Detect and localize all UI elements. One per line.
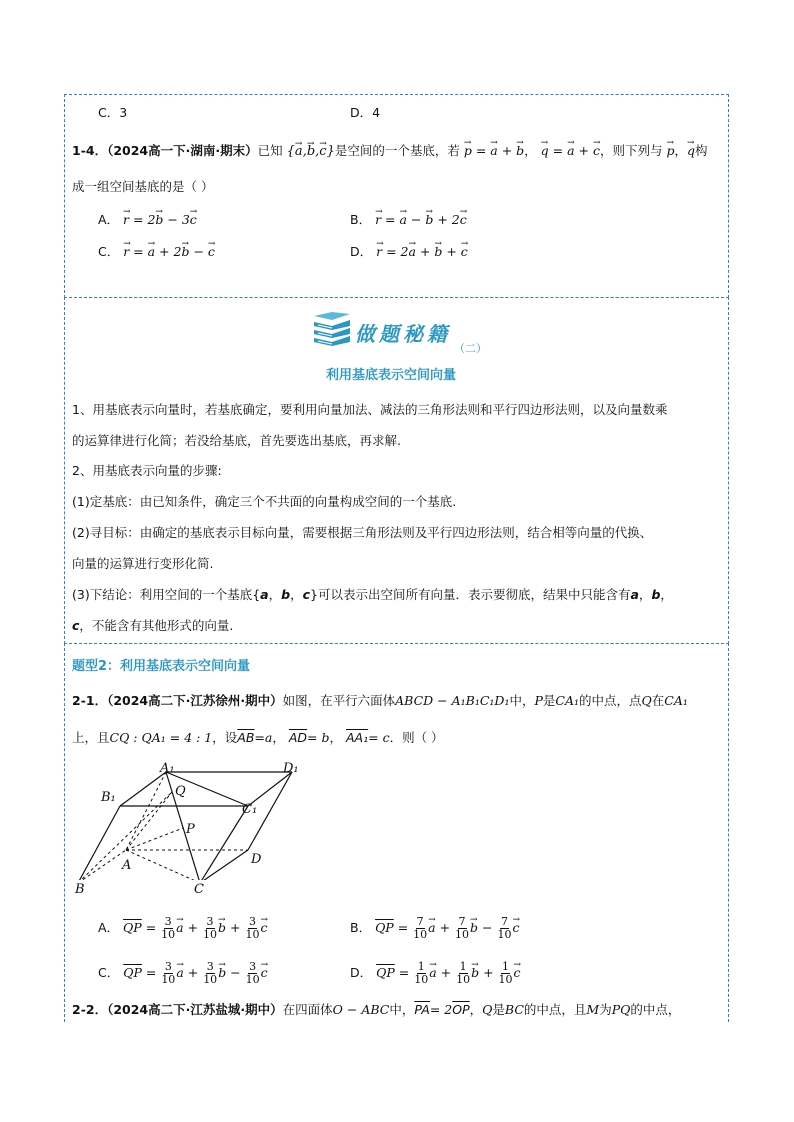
q1-4-stem-line2: 成一组空间基底的是（ ）: [72, 179, 214, 194]
q1-3-option-d: D．4: [350, 105, 381, 120]
q2-1-point: P: [534, 693, 543, 708]
q1-4-option-b: [350, 211, 467, 229]
question-frame-1: [64, 94, 729, 298]
sep: ，: [290, 587, 303, 602]
book-stack-icon: [312, 312, 352, 346]
q1-4-basis: {→ a,→ b,→ c}: [287, 144, 335, 159]
q1-4-p-def: → p = → a + → b: [464, 143, 524, 158]
q1-4-option-c: [98, 243, 215, 261]
vec-qp: $\overline{QP}$: [375, 920, 394, 935]
q2-2-eq: = 2: [429, 1002, 453, 1017]
label-d1: D₁: [283, 761, 299, 776]
vec-pa: $\overline{PA}$: [414, 1002, 430, 1017]
section-title: 利用基底表示空间向量: [326, 368, 457, 383]
q1-4-number: 1-4．: [72, 143, 108, 158]
method-step2-line2: 向量的运算进行变形化简.: [72, 556, 214, 571]
sep: ，: [329, 730, 343, 745]
q1-4-option-b-expr: → r = → a − → b + 2→ c: [375, 212, 467, 227]
q2-1-stem-line2: [72, 729, 444, 747]
q1-3-option-c: C．3: [98, 105, 128, 120]
method-p1-line2: 的运算律进行化简；若没给基底，首先要选出基底，再求解.: [72, 433, 401, 448]
q1-4-text-b: 是空间的一个基底，若: [334, 143, 460, 158]
option-label: B．: [350, 920, 372, 935]
method-step3-text-b: }可以表示出空间所有向量．表示要彻底，结果中只能含有: [310, 587, 631, 602]
q2-1-option-c: C． $\overline{QP}$ = $\frac{3}{10}$ → a + $\frac{3}{10}$ → b − $\frac{3}{10}$ → c: [98, 961, 268, 986]
q2-1-text: 中，: [509, 693, 535, 708]
q2-1-point: Q: [641, 693, 652, 708]
q1-4-option-c-expr: → r = → a + 2→ b − → c: [123, 244, 215, 259]
q1-4-option-a-label: A．: [98, 212, 120, 227]
label-p: P: [186, 822, 195, 837]
label-b: B: [75, 882, 85, 897]
q2-2-text: 在四面体: [282, 1002, 333, 1017]
q2-2-stem: [72, 1001, 680, 1019]
basis-c: c: [302, 587, 311, 602]
q1-4-stem: 1-4．（2024高一下·湖南·期末）已知 {→ a,→ b,→ c}是空间的一个基底，若 → p = → a + → b， → q = → a + → c，则下列与 → p，→ q构: [72, 142, 708, 161]
method-step3-text-c: ，不能含有其他形式的向量.: [79, 618, 234, 633]
method-p2: 2、用基底表示向量的步骤:: [72, 463, 222, 478]
q1-4-q-def: → q = → a + → c: [541, 143, 600, 158]
sep: ，: [638, 587, 652, 602]
q2-2-text: 是: [492, 1002, 505, 1017]
q2-1-text: ．则（ ）: [389, 730, 444, 745]
q2-1-eq: = c: [368, 730, 390, 745]
label-b1: B₁: [101, 790, 116, 805]
q2-1-text: 如图，在平行六面体: [282, 693, 396, 708]
q2-1-segment: CA₁: [664, 693, 688, 708]
q2-2-text: 的中点，: [630, 1002, 681, 1017]
basis-b: b: [281, 587, 291, 602]
q2-1-text: 是: [542, 693, 556, 708]
basis-c: c: [72, 618, 80, 633]
q2-1-option-a: A． $\overline{QP}$ = $\frac{3}{10}$ → a + $\frac{3}{10}$ → b + $\frac{3}{10}$ → c: [98, 916, 267, 941]
label-q: Q: [175, 784, 186, 799]
q2-1-eq: = b: [307, 730, 330, 745]
label-a: A: [122, 858, 132, 873]
q1-4-text-d: 构: [695, 143, 708, 158]
q1-4-option-d-label: D．: [350, 244, 373, 259]
method-step1: (1)定基底：由已知条件，确定三个不共面的向量构成空间的一个基底.: [72, 494, 457, 509]
method-step3-text-a: (3)下结论：利用空间的一个基底{: [72, 587, 261, 602]
q1-4-option-d-expr: → r = 2→ a + → b + → c: [376, 244, 468, 259]
label-d: D: [251, 852, 262, 867]
q2-1-text: 在: [651, 693, 665, 708]
q2-1-segment: CA₁: [555, 693, 580, 708]
q2-2-text: ，: [469, 1002, 483, 1017]
q2-1-text: ，设: [212, 730, 238, 745]
sep: ，: [268, 587, 282, 602]
q2-2-segment: BC: [504, 1002, 524, 1017]
vec-ab: $\overline{AB}$: [237, 730, 255, 745]
method-step3-line2: [72, 617, 233, 635]
q2-1-text: 的中点，点: [579, 693, 642, 708]
banner-subtitle: （二）: [454, 342, 487, 355]
q1-4-option-c-label: C．: [98, 244, 120, 259]
q2-1-solid: ABCD − A₁B₁C₁D₁: [395, 693, 510, 708]
basis-a: a: [260, 587, 269, 602]
q2-1-ratio: CQ : QA₁ = 4 : 1: [109, 730, 213, 745]
q2-2-point: M: [586, 1002, 600, 1017]
q2-2-text: 为: [599, 1002, 612, 1017]
q2-1-option-b: B． $\overline{QP}$ = $\frac{7}{10}$ → a + $\frac{7}{10}$ → b − $\frac{7}{10}$ → c: [350, 916, 519, 941]
vec-ad: $\overline{AD}$: [288, 730, 308, 745]
label-c1: C₁: [242, 802, 258, 817]
banner-title: 做题秘籍: [355, 322, 451, 346]
q1-4-p-ref: → p: [667, 143, 675, 158]
basis-a: a: [630, 587, 639, 602]
basis-b: b: [651, 587, 661, 602]
method-step3-line1: [72, 586, 673, 604]
option-label: D．: [350, 965, 373, 980]
q1-4-q-ref: → q: [687, 143, 695, 158]
q2-2-tetrahedron: O − ABC: [332, 1002, 390, 1017]
q1-4-option-a: [98, 211, 197, 229]
vec-aa1: AA₁: [346, 730, 369, 745]
method-p1-line1: 1、用基底表示向量时，若基底确定，要利用向量加法、减法的三角形法则和平行四边形法则，以及向量数乘: [72, 402, 668, 417]
q1-4-text-a: 已知: [257, 143, 283, 158]
vec-qp: $\overline{QP}$: [123, 920, 142, 935]
q1-4-option-a-expr: → r = 2→ b − 3→ c: [123, 212, 197, 227]
vec-op: $\overline{OP}$: [452, 1002, 470, 1017]
q2-1-stem: [72, 692, 688, 710]
q2-1-text: 上，且: [72, 730, 110, 745]
q2-1-source: （2024高二下·江苏徐州·期中）: [107, 693, 283, 708]
q2-2-text: 的中点，且: [523, 1002, 587, 1017]
sep: ，: [272, 730, 285, 745]
sep: ，: [660, 587, 673, 602]
parallelepiped-figure: [70, 758, 310, 880]
q1-4-source: （2024高一下·湖南·期末）: [107, 143, 258, 158]
q2-2-point: Q: [482, 1002, 493, 1017]
q2-2-text: 中，: [389, 1002, 415, 1017]
type2-title: 题型2：利用基底表示空间向量: [72, 659, 251, 674]
option-label: A．: [98, 920, 120, 935]
q1-4-text-c: ，则下列与: [600, 143, 663, 158]
q2-1-option-d: D． $\overline{QP}$ = $\frac{1}{10}$ → a + $\frac{1}{10}$ → b + $\frac{1}{10}$ → c: [350, 961, 521, 986]
q1-4-option-b-label: B．: [350, 212, 372, 227]
q2-2-segment: PQ: [611, 1002, 631, 1017]
vec-qp: $\overline{QP}$: [123, 965, 142, 980]
q2-2-source: （2024高二下·江苏盐城·期中）: [107, 1002, 283, 1017]
q1-4-option-d: [350, 243, 468, 261]
label-c: C: [194, 882, 204, 897]
vec-qp: $\overline{QP}$: [376, 965, 395, 980]
label-a1: A₁: [160, 761, 175, 776]
q2-2-number: 2-2．: [72, 1002, 108, 1017]
option-label: C．: [98, 965, 120, 980]
method-step2-line1: (2)寻目标：由确定的基底表示目标向量，需要根据三角形法则及平行四边形法则，结合相等向量的代换、: [72, 525, 653, 540]
q2-1-number: 2-1．: [72, 693, 108, 708]
q2-1-eq: =a: [254, 730, 273, 745]
